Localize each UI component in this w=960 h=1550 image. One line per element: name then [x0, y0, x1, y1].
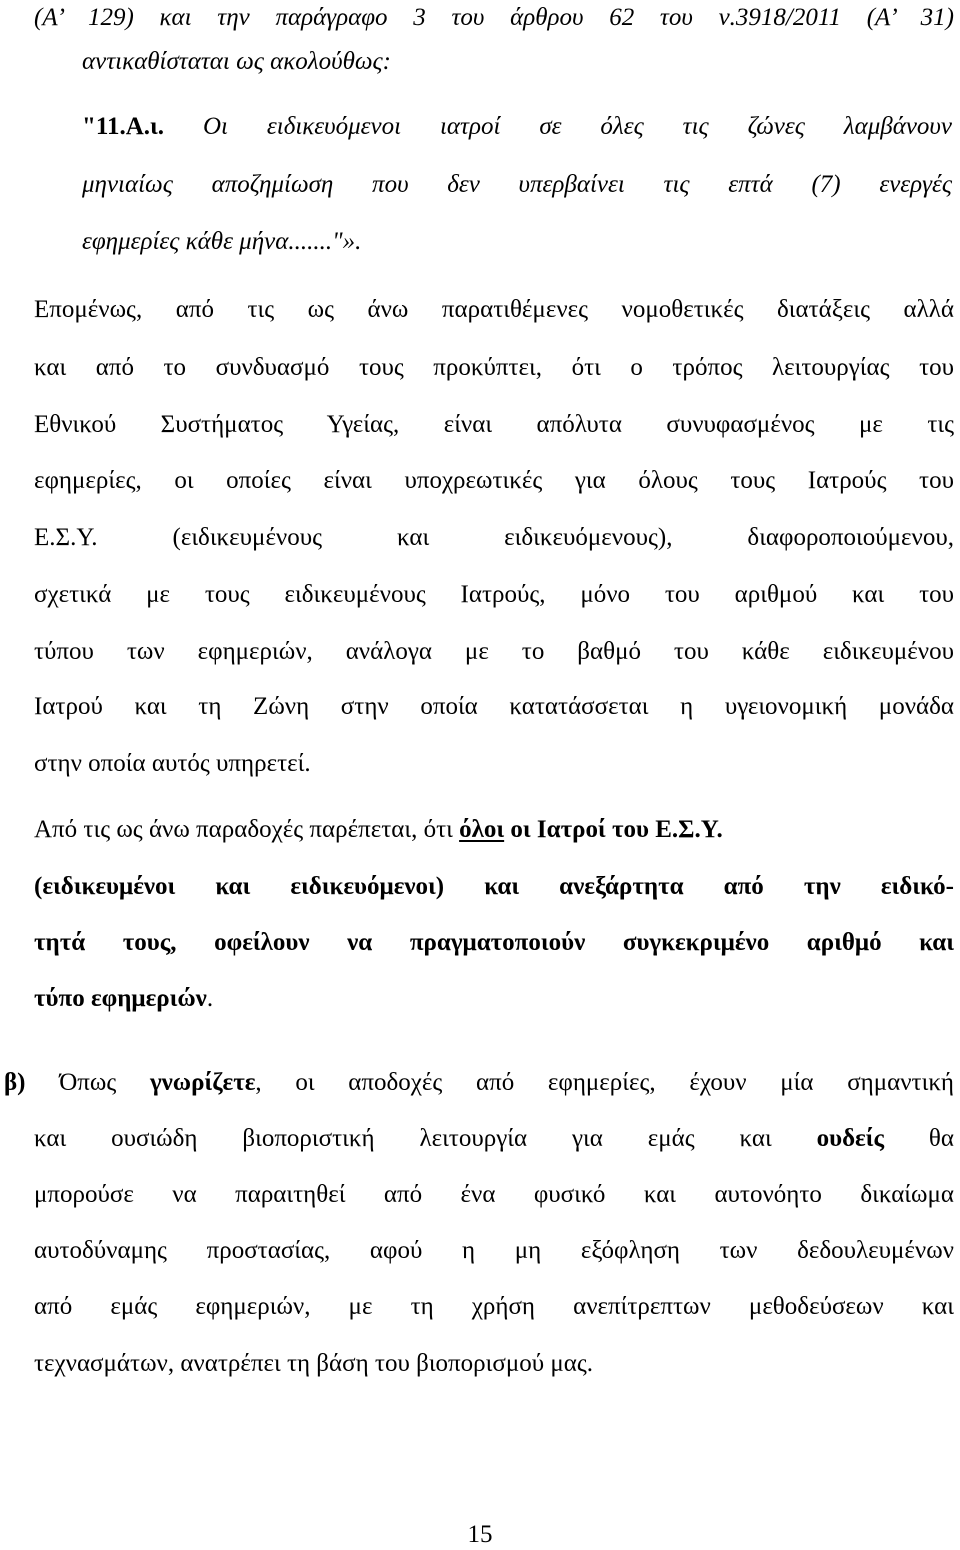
emphasis-bold: τύπο εφημεριών [34, 985, 207, 1012]
text-line [4, 1068, 954, 1098]
text-line: τύπου των εφημεριών, ανάλογα με το βαθμό του κάθε ειδικευμένου [34, 638, 954, 665]
emphasis-bold: γνωρίζετε [149, 1069, 256, 1096]
quote-line: (Α’ 129) και την παράγραφο 3 του άρθρου 62 του ν.3918/2011 (Α’ 31) [34, 4, 954, 31]
text-line-bold: τητά τους, οφείλουν να πραγματοποιούν συγκεκριμένο αριθμό και [34, 929, 954, 956]
emphasis-bold: οι Ιατροί του Ε.Σ.Υ. [504, 816, 723, 843]
text-segment: . [206, 985, 214, 1012]
text-line: Εθνικού Συστήματος Υγείας, είναι απόλυτα συνυφασμένος με τις [34, 411, 954, 438]
text-line: τεχνασμάτων, ανατρέπει τη βάση του βιοπορισμού μας. [34, 1350, 594, 1377]
quote-line: εφημερίες κάθε μήνα......."». [82, 228, 362, 255]
text-segment: Από τις ως άνω παραδοχές παρέπεται, ότι [34, 816, 460, 843]
emphasis-underlined: όλοι [459, 816, 505, 843]
page-number: 15 [467, 1521, 493, 1548]
text-line: σχετικά με τους ειδικευμένους Ιατρούς, μόνο του αριθμού και του [34, 581, 954, 608]
text-segment: και ουσιώδη βιοποριστική λειτουργία για εμάς και [34, 1125, 817, 1152]
text-line: Επομένως, από τις ως άνω παρατιθέμενες νομοθετικές διατάξεις αλλά [34, 296, 954, 323]
text-line: Ιατρού και τη Ζώνη στην οποία κατατάσσεται η υγειονομική μονάδα [34, 693, 954, 720]
text-line [34, 1124, 954, 1154]
quote-line: μηνιαίως αποζημίωση που δεν υπερβαίνει τις επτά (7) ενεργές [82, 171, 952, 198]
text-line: εφημερίες, οι οποίες είναι υποχρεωτικές για όλους τους Ιατρούς του [34, 467, 954, 494]
quote-text: Οι ειδικευόμενοι ιατροί σε όλες τις ζώνες λαμβάνουν [164, 113, 952, 140]
quote-line [82, 112, 952, 142]
text-line: αυτοδύναμης προστασίας, αφού η μη εξόφληση των δεδουλευμένων [34, 1237, 954, 1264]
text-line: από εμάς εφημεριών, με τη χρήση ανεπίτρεπτων μεθοδεύσεων και [34, 1293, 954, 1320]
text-segment: Όπως [25, 1069, 150, 1096]
text-line: και από το συνδυασμό τους προκύπτει, ότι ο τρόπος λειτουργίας του [34, 354, 954, 381]
text-segment: θα [884, 1125, 954, 1152]
text-line: Ε.Σ.Υ. (ειδικευμένους και ειδικευόμενους), διαφοροποιούμενου, [34, 524, 954, 551]
text-line [34, 815, 954, 845]
text-line: στην οποία αυτός υπηρετεί. [34, 750, 311, 777]
quote-line: αντικαθίσταται ως ακολούθως: [82, 48, 391, 75]
text-line: μπορούσε να παραιτηθεί από ένα φυσικό και αυτονόητο δικαίωμα [34, 1181, 954, 1208]
emphasis-bold: ουδείς [816, 1125, 885, 1152]
provision-number: "11.Α.ι. [82, 113, 165, 140]
text-line [34, 984, 954, 1014]
text-segment: , οι αποδοχές από εφημερίες, έχουν μία σημαντική [255, 1069, 955, 1096]
section-marker: β) [4, 1069, 26, 1096]
text-line-bold: (ειδικευμένοι και ειδικευόμενοι) και ανεξάρτητα από την ειδικό- [34, 873, 954, 900]
